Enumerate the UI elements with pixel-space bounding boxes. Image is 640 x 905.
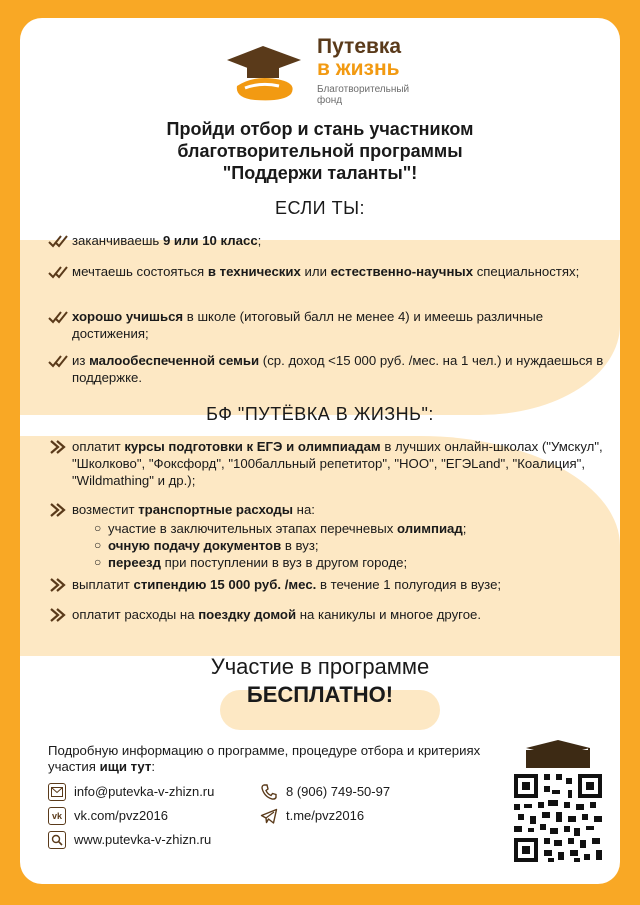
if-item-bold: малообеспеченной семьи (89, 353, 260, 368)
qr-code[interactable] (508, 740, 608, 870)
vk-icon: vk (48, 807, 66, 825)
if-section-title: ЕСЛИ ТЫ: (274, 198, 366, 218)
list-item: ○ очную подачу документов в вуз; (94, 538, 319, 553)
bf-item-text: выплатит (72, 577, 134, 592)
if-item-bold: 9 или 10 класс (162, 233, 258, 248)
if-item-text: специальностях; (473, 264, 580, 279)
telegram-link[interactable]: t.me/pvz2016 (286, 808, 365, 823)
free-participation (20, 654, 620, 708)
flyer-sheet (20, 18, 620, 884)
more-info-bold: ищи тут (99, 759, 152, 774)
transport-sub-list (94, 520, 608, 571)
bf-item-bold: стипендию 15 000 руб. /мес. (133, 577, 317, 592)
more-info-body: Подробную информацию о программе, процедуре отбора и критериях участия (48, 743, 481, 774)
sub-item-text: в вуз; (281, 538, 319, 553)
if-item-bold: в технических (207, 264, 301, 279)
double-check-icon (48, 309, 70, 325)
double-check-icon (48, 353, 70, 369)
phone-icon (260, 783, 278, 801)
contact-email[interactable] (48, 783, 214, 801)
bf-item-text: на: (293, 502, 315, 517)
contact-vk[interactable] (48, 807, 168, 825)
headline-line1: Пройди отбор и стань участником (166, 119, 474, 139)
bf-item-text: в течение 1 полугодия в вузе; (316, 577, 502, 592)
free-line2: БЕСПЛАТНО! (246, 682, 394, 707)
more-info-end: : (151, 759, 156, 774)
if-item-study (48, 308, 608, 342)
double-chevron-icon (48, 439, 70, 455)
bf-item-bold: курсы подготовки к ЕГЭ и олимпиадам (124, 439, 381, 454)
contact-site[interactable] (48, 831, 211, 849)
headline-line2: благотворительной программы (177, 141, 463, 161)
logo-title-line2: в жизнь (317, 57, 400, 80)
double-check-icon (48, 264, 70, 280)
if-item-text: или (300, 264, 331, 279)
double-chevron-icon (48, 577, 70, 593)
bf-item-trip (48, 606, 608, 623)
if-item-bold: естественно-научных (330, 264, 474, 279)
contact-telegram[interactable] (260, 807, 364, 825)
bf-item-text: в лучших онлайн-школах ("Умскул", "Школково", "Фоксфорд", "100балльный репетитор", "НОО", "ЕГЭLand", "Коалиция", "Wildmathing" и др.); (72, 439, 603, 488)
email-link[interactable]: info@putevka-v-zhizn.ru (74, 784, 215, 799)
telegram-icon (260, 807, 278, 825)
contact-phone[interactable] (260, 783, 390, 801)
double-chevron-icon (48, 502, 70, 518)
sub-item-text: участие в заключительных этапах перечневых (108, 521, 398, 536)
bf-item-stipend (48, 576, 608, 593)
bf-item-text: на каникулы и многое другое. (296, 607, 482, 622)
bf-item-bold: поездку домой (198, 607, 297, 622)
if-item-specialty (48, 263, 608, 280)
page-title (20, 118, 620, 184)
search-icon (48, 831, 66, 849)
if-item-text: (ср. доход <15 000 руб. /мес. на 1 чел.) и нуждаешься в поддержке. (72, 353, 604, 385)
if-item-text: ; (257, 233, 262, 248)
if-item-text: заканчиваешь (72, 233, 163, 248)
free-line1: Участие в программе (210, 654, 430, 679)
phone-number[interactable]: 8 (906) 749-50-97 (286, 784, 391, 799)
double-chevron-icon (48, 607, 70, 623)
fund-logo (225, 28, 425, 108)
sub-item-bold: очную подачу документов (108, 538, 282, 553)
if-item-text: из (72, 353, 90, 368)
if-item-text: в школе (итоговый балл не менее 4) и имеешь различные достижения; (72, 309, 544, 341)
bf-section-title: БФ "ПУТЁВКА В ЖИЗНЬ": (206, 404, 434, 424)
vk-link[interactable]: vk.com/pvz2016 (74, 808, 168, 823)
if-item-grade (48, 232, 608, 249)
sub-item-bold: олимпиад (397, 521, 463, 536)
more-info-text (48, 743, 518, 775)
list-item: ○ переезд при поступлении в вуз в другом городе; (94, 555, 408, 570)
bf-item-courses (48, 438, 608, 489)
website-link[interactable]: www.putevka-v-zhizn.ru (74, 832, 212, 847)
mail-icon (48, 783, 66, 801)
bf-item-text: оплатит расходы на (72, 607, 199, 622)
graduation-cap-icon (225, 40, 305, 102)
bf-item-transport (48, 501, 608, 571)
double-check-icon (48, 233, 70, 249)
bf-item-bold: транспортные расходы (138, 502, 294, 517)
logo-subtitle: Благотворительный фонд (317, 84, 410, 106)
sub-item-text: ; (462, 521, 467, 536)
headline-line3: "Поддержи таланты"! (222, 163, 418, 183)
bf-item-text: оплатит (72, 439, 125, 454)
logo-title-line1: Путевка (317, 35, 402, 58)
list-item: ○ участие в заключительных этапах перечневых олимпиад; (94, 521, 467, 536)
if-item-bold: хорошо учишься (72, 309, 184, 324)
sub-item-bold: переезд (108, 555, 161, 570)
sub-item-text: при поступлении в вуз в другом городе; (160, 555, 408, 570)
if-item-text: мечтаешь состояться (72, 264, 208, 279)
bf-item-text: возместит (72, 502, 139, 517)
if-item-family (48, 352, 608, 386)
